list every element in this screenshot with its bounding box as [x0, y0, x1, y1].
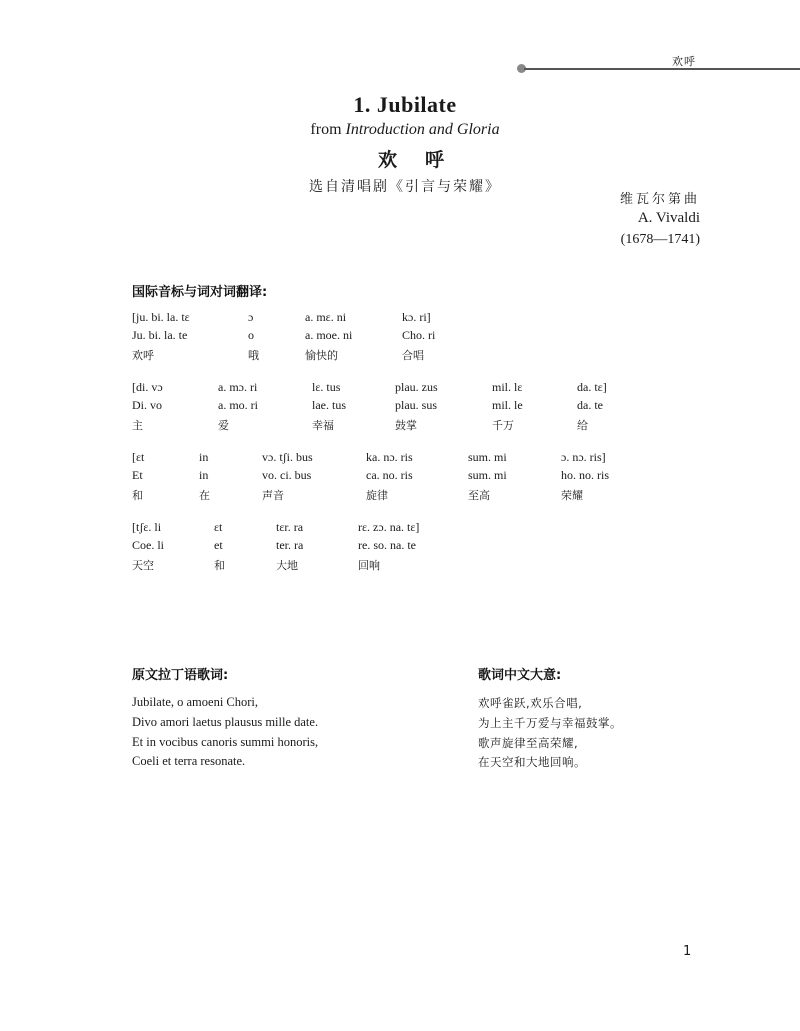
ipa-cn-cell: 荣耀: [561, 489, 583, 502]
ipa-ipa-cell: rɛ. zɔ. na. tɛ]: [358, 520, 420, 534]
source-prefix: from: [310, 121, 346, 138]
ipa-cn-cell: 声音: [262, 489, 284, 502]
ipa-latin-cell: in: [199, 468, 209, 482]
ipa-latin-cell: Di. vo: [132, 398, 162, 412]
source-work: Introduction and Gloria: [345, 121, 500, 138]
ipa-ipa-cell: ɛt: [214, 520, 223, 534]
ipa-cn-cell: 鼓掌: [395, 419, 417, 432]
composer-name: A. Vivaldi: [637, 210, 700, 226]
ipa-ipa-cell: [ɛt: [132, 450, 145, 464]
song-title: 1. Jubilate: [353, 92, 457, 117]
song-source-chinese: 选自清唱剧《引言与荣耀》: [309, 179, 501, 195]
ipa-latin-cell: vo. ci. bus: [262, 468, 312, 482]
chinese-line: 在天空和大地回响。: [478, 755, 586, 769]
header-rule: [524, 68, 800, 70]
ipa-cn-cell: 主: [132, 419, 143, 432]
ipa-ipa-cell: in: [199, 450, 209, 464]
ipa-ipa-cell: [ju. bi. la. tɛ: [132, 310, 190, 324]
ipa-ipa-cell: vɔ. tʃi. bus: [262, 450, 313, 464]
ipa-cn-cell: 爱: [218, 419, 229, 432]
ipa-ipa-cell: mil. lɛ: [492, 380, 523, 394]
ipa-cn-cell: 哦: [248, 349, 259, 362]
ipa-latin-cell: Cho. ri: [402, 328, 436, 342]
chinese-line: 歌声旋律至高荣耀,: [478, 736, 579, 750]
ipa-cn-cell: 大地: [276, 559, 298, 572]
ipa-ipa-cell: da. tɛ]: [577, 380, 607, 394]
ipa-latin-cell: o: [248, 328, 254, 342]
ipa-ipa-cell: a. mɔ. ri: [218, 380, 258, 394]
ipa-latin-cell: mil. le: [492, 398, 523, 412]
ipa-cn-cell: 旋律: [366, 489, 388, 502]
composer-dates: (1678—1741): [620, 232, 700, 247]
chinese-meaning-heading: 歌词中文大意:: [478, 668, 562, 683]
ipa-section-heading: 国际音标与词对词翻译:: [132, 285, 268, 300]
ipa-latin-cell: Ju. bi. la. te: [132, 328, 188, 342]
ipa-ipa-cell: sum. mi: [468, 450, 507, 464]
ipa-latin-cell: sum. mi: [468, 468, 507, 482]
latin-line: Jubilate, o amoeni Chori,: [132, 695, 259, 709]
song-title-chinese: 欢呼: [377, 149, 472, 171]
chinese-line: 为上主千万爱与幸福鼓掌。: [478, 716, 622, 730]
ipa-cn-cell: 天空: [132, 559, 154, 572]
ipa-ipa-cell: lɛ. tus: [312, 380, 341, 394]
ipa-latin-cell: lae. tus: [312, 398, 346, 412]
ipa-latin-cell: a. mo. ri: [218, 398, 258, 412]
ipa-cn-cell: 幸福: [312, 419, 334, 432]
latin-line: Et in vocibus canoris summi honoris,: [132, 735, 319, 749]
ipa-latin-cell: plau. sus: [395, 398, 437, 412]
ipa-latin-cell: re. so. na. te: [358, 538, 416, 552]
running-head: 欢呼: [672, 55, 696, 68]
ipa-ipa-cell: a. mɛ. ni: [305, 310, 347, 324]
ipa-cn-cell: 和: [214, 559, 225, 572]
ipa-cn-cell: 合唱: [402, 349, 424, 362]
ipa-cn-cell: 和: [132, 489, 143, 502]
ipa-cn-cell: 回响: [358, 559, 380, 572]
ipa-latin-cell: da. te: [577, 398, 603, 412]
latin-text-heading: 原文拉丁语歌词:: [132, 668, 229, 683]
ipa-cn-cell: 在: [199, 489, 210, 502]
latin-line: Divo amori laetus plausus mille date.: [132, 715, 319, 729]
latin-line: Coeli et terra resonate.: [132, 754, 246, 768]
ipa-cn-cell: 给: [577, 419, 588, 432]
ipa-ipa-cell: plau. zus: [395, 380, 438, 394]
ipa-ipa-cell: [di. vɔ: [132, 380, 163, 394]
song-source: [0, 121, 800, 139]
ipa-cn-cell: 愉快的: [305, 349, 338, 362]
ipa-ipa-cell: ɔ. nɔ. ris]: [561, 450, 606, 464]
ipa-ipa-cell: [tʃɛ. li: [132, 520, 162, 534]
ipa-latin-cell: Et: [132, 468, 143, 482]
ipa-ipa-cell: kɔ. ri]: [402, 310, 431, 324]
ipa-cn-cell: 千万: [492, 419, 514, 432]
ipa-cn-cell: 欢呼: [132, 349, 154, 362]
ipa-cn-cell: 至高: [468, 489, 490, 502]
ipa-ipa-cell: tɛr. ra: [276, 520, 304, 534]
composer-chinese: 维瓦尔第曲: [619, 192, 700, 207]
ipa-latin-cell: ho. no. ris: [561, 468, 609, 482]
ipa-latin-cell: ter. ra: [276, 538, 304, 552]
chinese-line: 欢呼雀跃,欢乐合唱,: [478, 696, 583, 710]
ipa-latin-cell: ca. no. ris: [366, 468, 413, 482]
page-number: 1: [683, 944, 692, 959]
ipa-latin-cell: Coe. li: [132, 538, 164, 552]
ipa-ipa-cell: ka. nɔ. ris: [366, 450, 413, 464]
ipa-latin-cell: et: [214, 538, 223, 552]
ipa-latin-cell: a. moe. ni: [305, 328, 353, 342]
ipa-ipa-cell: ɔ: [248, 310, 254, 324]
